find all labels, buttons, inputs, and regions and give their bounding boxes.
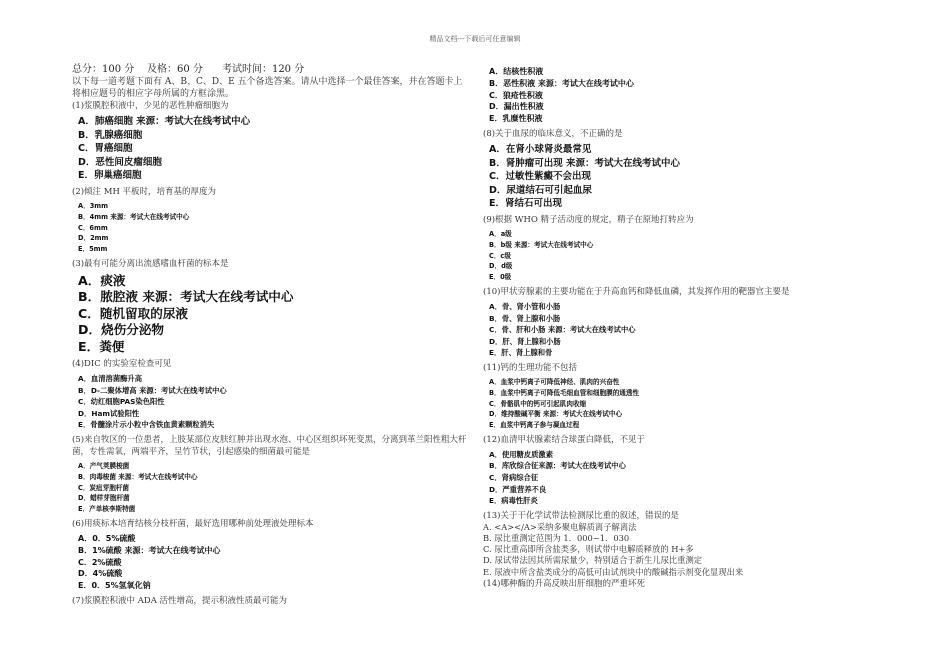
answer-option: B．脓腔液 来源：考试大在线考试中心 — [78, 289, 294, 305]
answer-option: E．卵巢癌细胞 — [78, 170, 142, 182]
instructions: 以下每一道考题下面有 A、B、C、D、E 五个备选答案。请从中选择一个最佳答案，并在答题卡上将相应题号的相应字母所属的方框涂黑。 — [72, 77, 463, 99]
answer-options — [78, 115, 470, 183]
answer-options — [78, 373, 470, 431]
page-header: 精品文档---下载后可任意编辑 — [429, 35, 521, 43]
answer-option: A．使用糖皮质激素 — [489, 449, 554, 459]
answer-options — [489, 143, 893, 211]
answer-option: D．烧伤分泌物 — [78, 322, 165, 338]
answer-option: C．炭疽芽胞杆菌 — [78, 483, 129, 492]
question-block — [483, 214, 893, 283]
question-block — [72, 518, 470, 592]
answer-option: B．b级 来源：考试大在线考试中心 — [489, 240, 594, 249]
answer-option: A．a级 — [489, 229, 512, 238]
question-block — [483, 578, 893, 590]
question-block — [483, 362, 893, 431]
answer-option: B．乳腺癌细胞 — [78, 129, 143, 141]
question-block — [72, 358, 470, 431]
question-block — [72, 186, 470, 255]
answer-option: D．恶性间皮瘤细胞 — [78, 156, 162, 168]
answer-option: A．血浆中钙离子可降低神经、肌肉的兴奋性 — [489, 377, 620, 386]
question-text: (3)最有可能分离出流感嗜血杆菌的标本是 — [72, 258, 229, 269]
answer-option: A．肺癌细胞 来源：考试大在线考试中心 — [78, 116, 251, 127]
question-block — [483, 66, 893, 125]
answer-option: C．过敏性紫癜不会出现 — [489, 171, 591, 183]
right-column — [483, 63, 893, 590]
question-text: (14)哪种酶的升高反映出肝细胞的严重坏死 — [483, 578, 645, 589]
answer-option: D．漏出性积液 — [489, 102, 544, 112]
answer-option: B．1%硫酸 来源：考试大在线考试中心 — [78, 545, 221, 555]
answer-options — [489, 449, 893, 507]
answer-option: B．库欣综合征来源：考试大在线考试中心 — [489, 461, 626, 471]
answer-option: E．乳糜性积液 — [489, 114, 543, 124]
answer-option: B．恶性积液 来源：考试大在线考试中心 — [489, 78, 634, 88]
question-text: (4)DIC 的实验室检查可见 — [72, 358, 172, 369]
answer-option: C．6mm — [78, 223, 108, 232]
answer-options — [489, 377, 893, 431]
question-text: (10)甲状旁腺素的主要功能在于升高血钙和降低血磷，其发挥作用的靶器官主要是 — [483, 286, 790, 297]
answer-option: C．随机留取的尿液 — [78, 305, 188, 321]
left-column — [72, 63, 470, 607]
answer-option: D．2mm — [78, 234, 109, 243]
answer-option: C．肾病综合征 — [489, 473, 539, 483]
answer-option: D．尿道结石可引起血尿 — [489, 184, 592, 196]
answer-option: A．结核性积液 — [489, 67, 544, 76]
answer-option: D．维持酸碱平衡 来源：考试大在线考试中心 — [489, 410, 623, 419]
answer-option: B．4mm 来源：考试大在线考试中心 — [78, 212, 190, 221]
answer-option: B．肉毒梭菌 来源：考试大在线考试中心 — [78, 472, 198, 481]
answer-options — [489, 66, 893, 125]
answer-option: C．2%硫酸 — [78, 557, 122, 567]
answer-option: A．3mm — [78, 201, 109, 210]
answer-option: B．D-二聚体增高 来源：考试大在线考试中心 — [78, 385, 227, 395]
answer-option: E．肾结石可出现 — [489, 198, 562, 210]
answer-option: C．骨骼肌中的钙可引起肌肉收缩 — [489, 399, 587, 408]
question-text: (2)倾注 MH 平板时，培育基的厚度为 — [72, 186, 217, 197]
answer-option: E．0．5%氢氧化钠 — [78, 581, 151, 591]
answer-options — [78, 461, 470, 515]
answer-option: A．痰液 — [78, 272, 126, 288]
question-block — [483, 434, 893, 507]
answer-options — [489, 229, 893, 283]
question-text: (1)浆膜腔积液中，少见的恶性肿瘤细胞为 — [72, 101, 229, 111]
question-block — [483, 286, 893, 359]
answer-option: B．肾肿瘤可出现 来源：考试大在线考试中心 — [489, 157, 681, 169]
answer-option: C. 尿比重高即所含盐类多，则试带中电解质释放的 H+多 — [483, 544, 694, 555]
answer-option: E．血浆中钙离子参与凝血过程 — [489, 421, 580, 430]
answer-option: E．5mm — [78, 245, 108, 254]
answer-option: C．狼疮性积液 — [489, 90, 543, 100]
answer-option: D．4%硫酸 — [78, 569, 123, 579]
answer-options — [78, 533, 470, 592]
answer-option: A. <A></A>采纳多聚电解质离子解离法 — [483, 521, 637, 532]
question-text: (8)关于血尿的临床意义，不正确的是 — [483, 128, 623, 139]
answer-option: B. 尿比重测定范围为 1．000~1．030 — [483, 533, 630, 544]
answer-option: E．病毒性肝炎 — [489, 496, 538, 506]
answer-option: A．产气荚膜梭菌 — [78, 461, 130, 470]
answer-option: D. 尿试带法因其所需尿量少，特别适合于新生儿尿比重测定 — [483, 555, 703, 566]
answer-option: A．0．5%硫酸 — [78, 533, 136, 543]
answer-option: D．肝、肾上腺和小肠 — [489, 336, 561, 346]
answer-option: D．Ham试验阳性 — [78, 408, 140, 418]
answer-options — [78, 273, 470, 355]
answer-option: B．血浆中钙离子可降低毛细血管和细胞膜的通透性 — [489, 388, 640, 397]
answer-options — [78, 201, 470, 255]
question-block — [72, 434, 470, 515]
question-text: (12)血清甲状腺素结合球蛋白降低，不见于 — [483, 434, 645, 445]
answer-options — [483, 522, 893, 578]
answer-option: E. 尿液中所含盐类成分的高低可由试剂块中的酸碱指示剂变化显现出来 — [483, 566, 744, 577]
answer-option: E．粪便 — [78, 338, 125, 354]
answer-option: D．蜡样芽胞杆菌 — [78, 494, 130, 503]
question-text: (9)根据 WHO 精子活动度的规定，精子在原地打转应为 — [483, 214, 694, 225]
answer-option: C．c级 — [489, 251, 511, 260]
answer-option: E．0级 — [489, 273, 512, 282]
left-question-list — [72, 100, 470, 607]
answer-option: C．胃癌细胞 — [78, 143, 133, 155]
question-block — [72, 595, 470, 607]
answer-option: D．严重营养不良 — [489, 484, 547, 494]
answer-option: E．肝、肾上腺和骨 — [489, 348, 553, 358]
question-text: (6)用痰标本培育结核分枝杆菌，最好选用哪种前处理液处理标本 — [72, 518, 314, 529]
answer-option: A．在肾小球肾炎最常见 — [489, 143, 592, 155]
answer-option: E．产单核李斯特菌 — [78, 505, 136, 514]
question-text: (5)来自牧区的一位患者，上肢某部位皮肤红肿并出现水泡、中心区组织坏死变黑，分离到革兰阳性粗大杆菌，专性需氧，两端平齐，呈竹节状，引起感染的细菌最可能是 — [72, 434, 467, 457]
exam-info: 总分：100 分 及格：60 分 考试时间：120 分 — [72, 64, 305, 75]
question-text: (11)钙的生理功能不包括 — [483, 362, 577, 373]
question-text: (7)浆膜腔积液中 ADA 活性增高，提示积液性质最可能为 — [72, 595, 288, 606]
question-block — [483, 128, 893, 211]
answer-option: D．d级 — [489, 262, 513, 271]
answer-option: C．骨、肝和小肠 来源：考试大在线考试中心 — [489, 325, 636, 335]
right-question-list — [483, 66, 893, 590]
answer-option: C．幼红细胞PAS染色阳性 — [78, 397, 165, 407]
question-text: (13)关于干化学试带法检测尿比重的叙述，错误的是 — [483, 510, 679, 521]
answer-options — [489, 301, 893, 359]
answer-option: A．血清溶菌酶升高 — [78, 373, 143, 383]
question-block — [72, 258, 470, 355]
answer-option: B．骨、肾上腺和小肠 — [489, 313, 561, 323]
question-block — [483, 510, 893, 578]
question-block — [72, 100, 470, 183]
answer-option: E．骨髓涂片示小粒中含铁血黄素颗粒消失 — [78, 420, 215, 430]
answer-option: A．骨、肾小管和小肠 — [489, 301, 561, 311]
